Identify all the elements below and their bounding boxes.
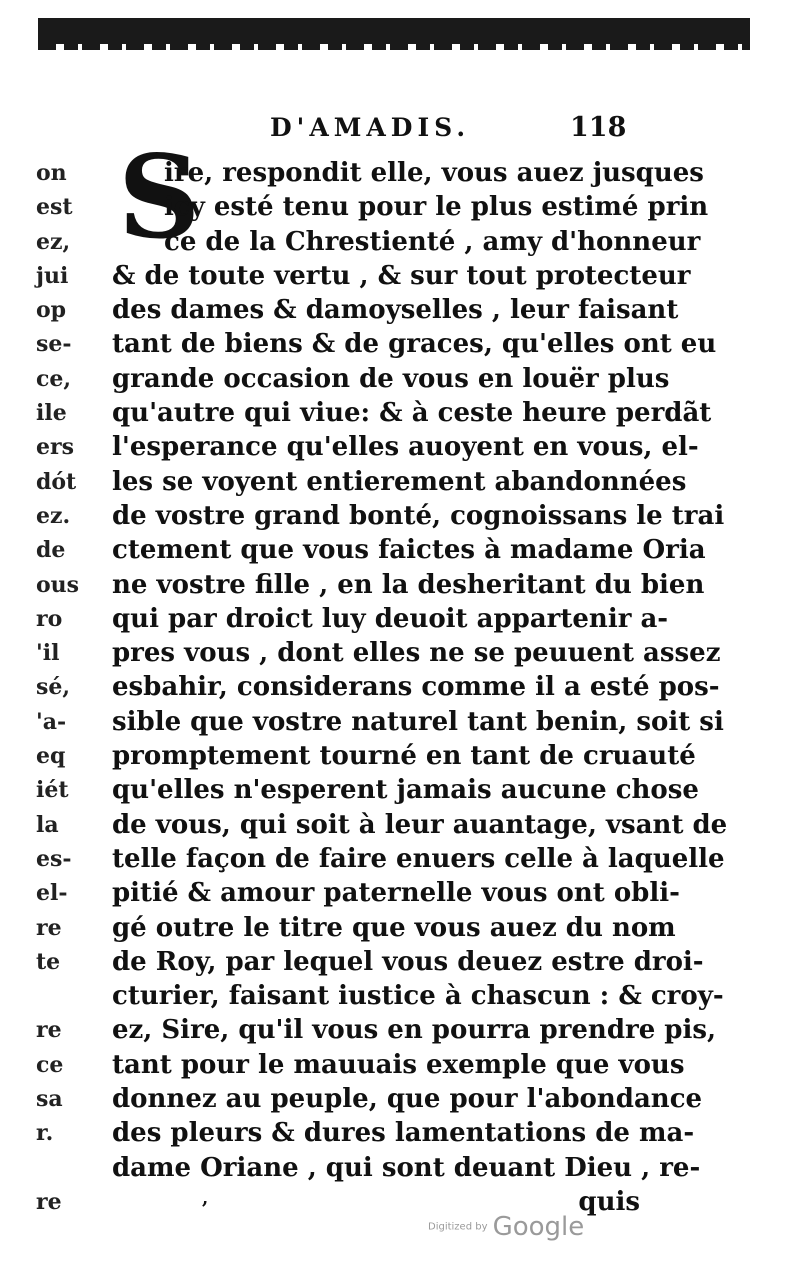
text-line: ire, respondit elle, vous auez jusques — [164, 158, 704, 188]
text-line: de vostre grand bonté, cognoissans le trai — [112, 500, 725, 531]
margin-fragment: r. — [36, 1120, 54, 1147]
margin-fragment: jui — [36, 262, 69, 289]
text-line: des pleurs & dures lamentations de ma- — [112, 1118, 695, 1149]
text-line: qui par droict luy deuoit appartenir a- — [112, 603, 669, 634]
margin-fragment: el- — [36, 880, 68, 907]
text-line: cturier, faisant iustice à chascun : & croy- — [112, 981, 724, 1012]
text-line: tant de biens & de graces, qu'elles ont eu — [112, 329, 717, 360]
text-line: grande occasion de vous en louër plus — [112, 363, 670, 394]
margin-fragment: es- — [36, 845, 72, 872]
margin-fragment: ce — [36, 1051, 64, 1078]
google-logo: Google — [492, 1212, 585, 1242]
text-line: gé outre le titre que vous auez du nom — [112, 912, 676, 943]
margin-fragment: 'a- — [36, 708, 67, 735]
text-line: ez, Sire, qu'il vous en pourra prendre pis, — [112, 1015, 717, 1046]
margin-fragment: se- — [36, 331, 72, 358]
margin-fragment: sa — [36, 1086, 63, 1113]
catchword: quis — [578, 1186, 640, 1217]
margin-fragment: re — [36, 1017, 62, 1044]
drop-cap: S — [118, 130, 201, 264]
text-line: de Roy, par lequel vous deuez estre droi- — [112, 946, 704, 977]
running-head: D'AMADIS. — [270, 113, 471, 142]
body-text — [112, 156, 728, 1219]
text-line: l'esperance qu'elles auoyent en vous, el- — [112, 432, 699, 463]
text-line: tant pour le mauuais exemple que vous — [112, 1049, 685, 1080]
text-line: donnez au peuple, que pour l'abondance — [112, 1084, 703, 1115]
text-line: & de toute vertu , & sur tout protecteur — [112, 260, 691, 291]
margin-fragment: ce, — [36, 365, 72, 392]
margin-fragment: re — [36, 1188, 62, 1215]
margin-fragment: la — [36, 811, 59, 838]
margin-fragment: te — [36, 948, 61, 975]
margin-fragment: ez, — [36, 228, 71, 255]
margin-fragment: de — [36, 537, 66, 564]
page-number: 118 — [570, 112, 627, 143]
text-line: promptement tourné en tant de cruauté — [112, 741, 696, 772]
watermark-prefix: Digitized by — [428, 1221, 488, 1233]
text-line: icy esté tenu pour le plus estimé prin — [164, 192, 709, 223]
margin-fragment: iét — [36, 777, 69, 804]
text-line: qu'autre qui viue: & à ceste heure perdãt — [112, 398, 712, 429]
digitized-watermark — [428, 1212, 584, 1242]
ink-speck: , — [202, 1188, 209, 1209]
margin-fragment: re — [36, 914, 62, 941]
text-line: les se voyent entierement abandonnées — [112, 466, 687, 497]
text-line: ne vostre fille , en la desheritant du bien — [112, 569, 705, 600]
margin-fragment: ous — [36, 571, 80, 598]
top-scan-edge-torn — [38, 44, 750, 50]
margin-fragment: ez. — [36, 502, 71, 529]
margin-fragment: ro — [36, 605, 63, 632]
left-margin-bleed — [36, 156, 80, 1219]
text-line: des dames & damoyselles , leur faisant — [112, 295, 679, 326]
margin-fragment: sé, — [36, 674, 71, 701]
text-line: ce de la Chrestienté , amy d'honneur — [164, 226, 701, 257]
margin-fragment: eq — [36, 743, 66, 770]
text-line: telle façon de faire enuers celle à laquelle — [112, 843, 725, 874]
text-line: de vous, qui soit à leur auantage, vsant de — [112, 809, 728, 840]
text-line: ctement que vous faictes à madame Oria — [112, 535, 706, 566]
top-scan-edge — [38, 18, 750, 46]
text-line: sible que vostre naturel tant benin, soit si — [112, 706, 724, 737]
margin-fragment: op — [36, 297, 67, 324]
margin-fragment — [36, 979, 76, 1013]
text-line: qu'elles n'esperent jamais aucune chose — [112, 775, 699, 806]
text-line: esbahir, considerans comme il a esté pos- — [112, 672, 720, 703]
margin-fragment: ers — [36, 434, 74, 461]
margin-fragment: ile — [36, 400, 67, 427]
margin-fragment: dót — [36, 468, 77, 495]
margin-fragment: est — [36, 194, 73, 221]
text-line: pitié & amour paternelle vous ont obli- — [112, 878, 680, 909]
margin-fragment — [36, 1151, 76, 1185]
text-line: dame Oriane , qui sont deuant Dieu , re- — [112, 1152, 701, 1183]
margin-fragment: on — [36, 160, 67, 186]
text-line: pres vous , dont elles ne se peuuent assez — [112, 638, 721, 669]
margin-fragment: 'il — [36, 640, 60, 667]
